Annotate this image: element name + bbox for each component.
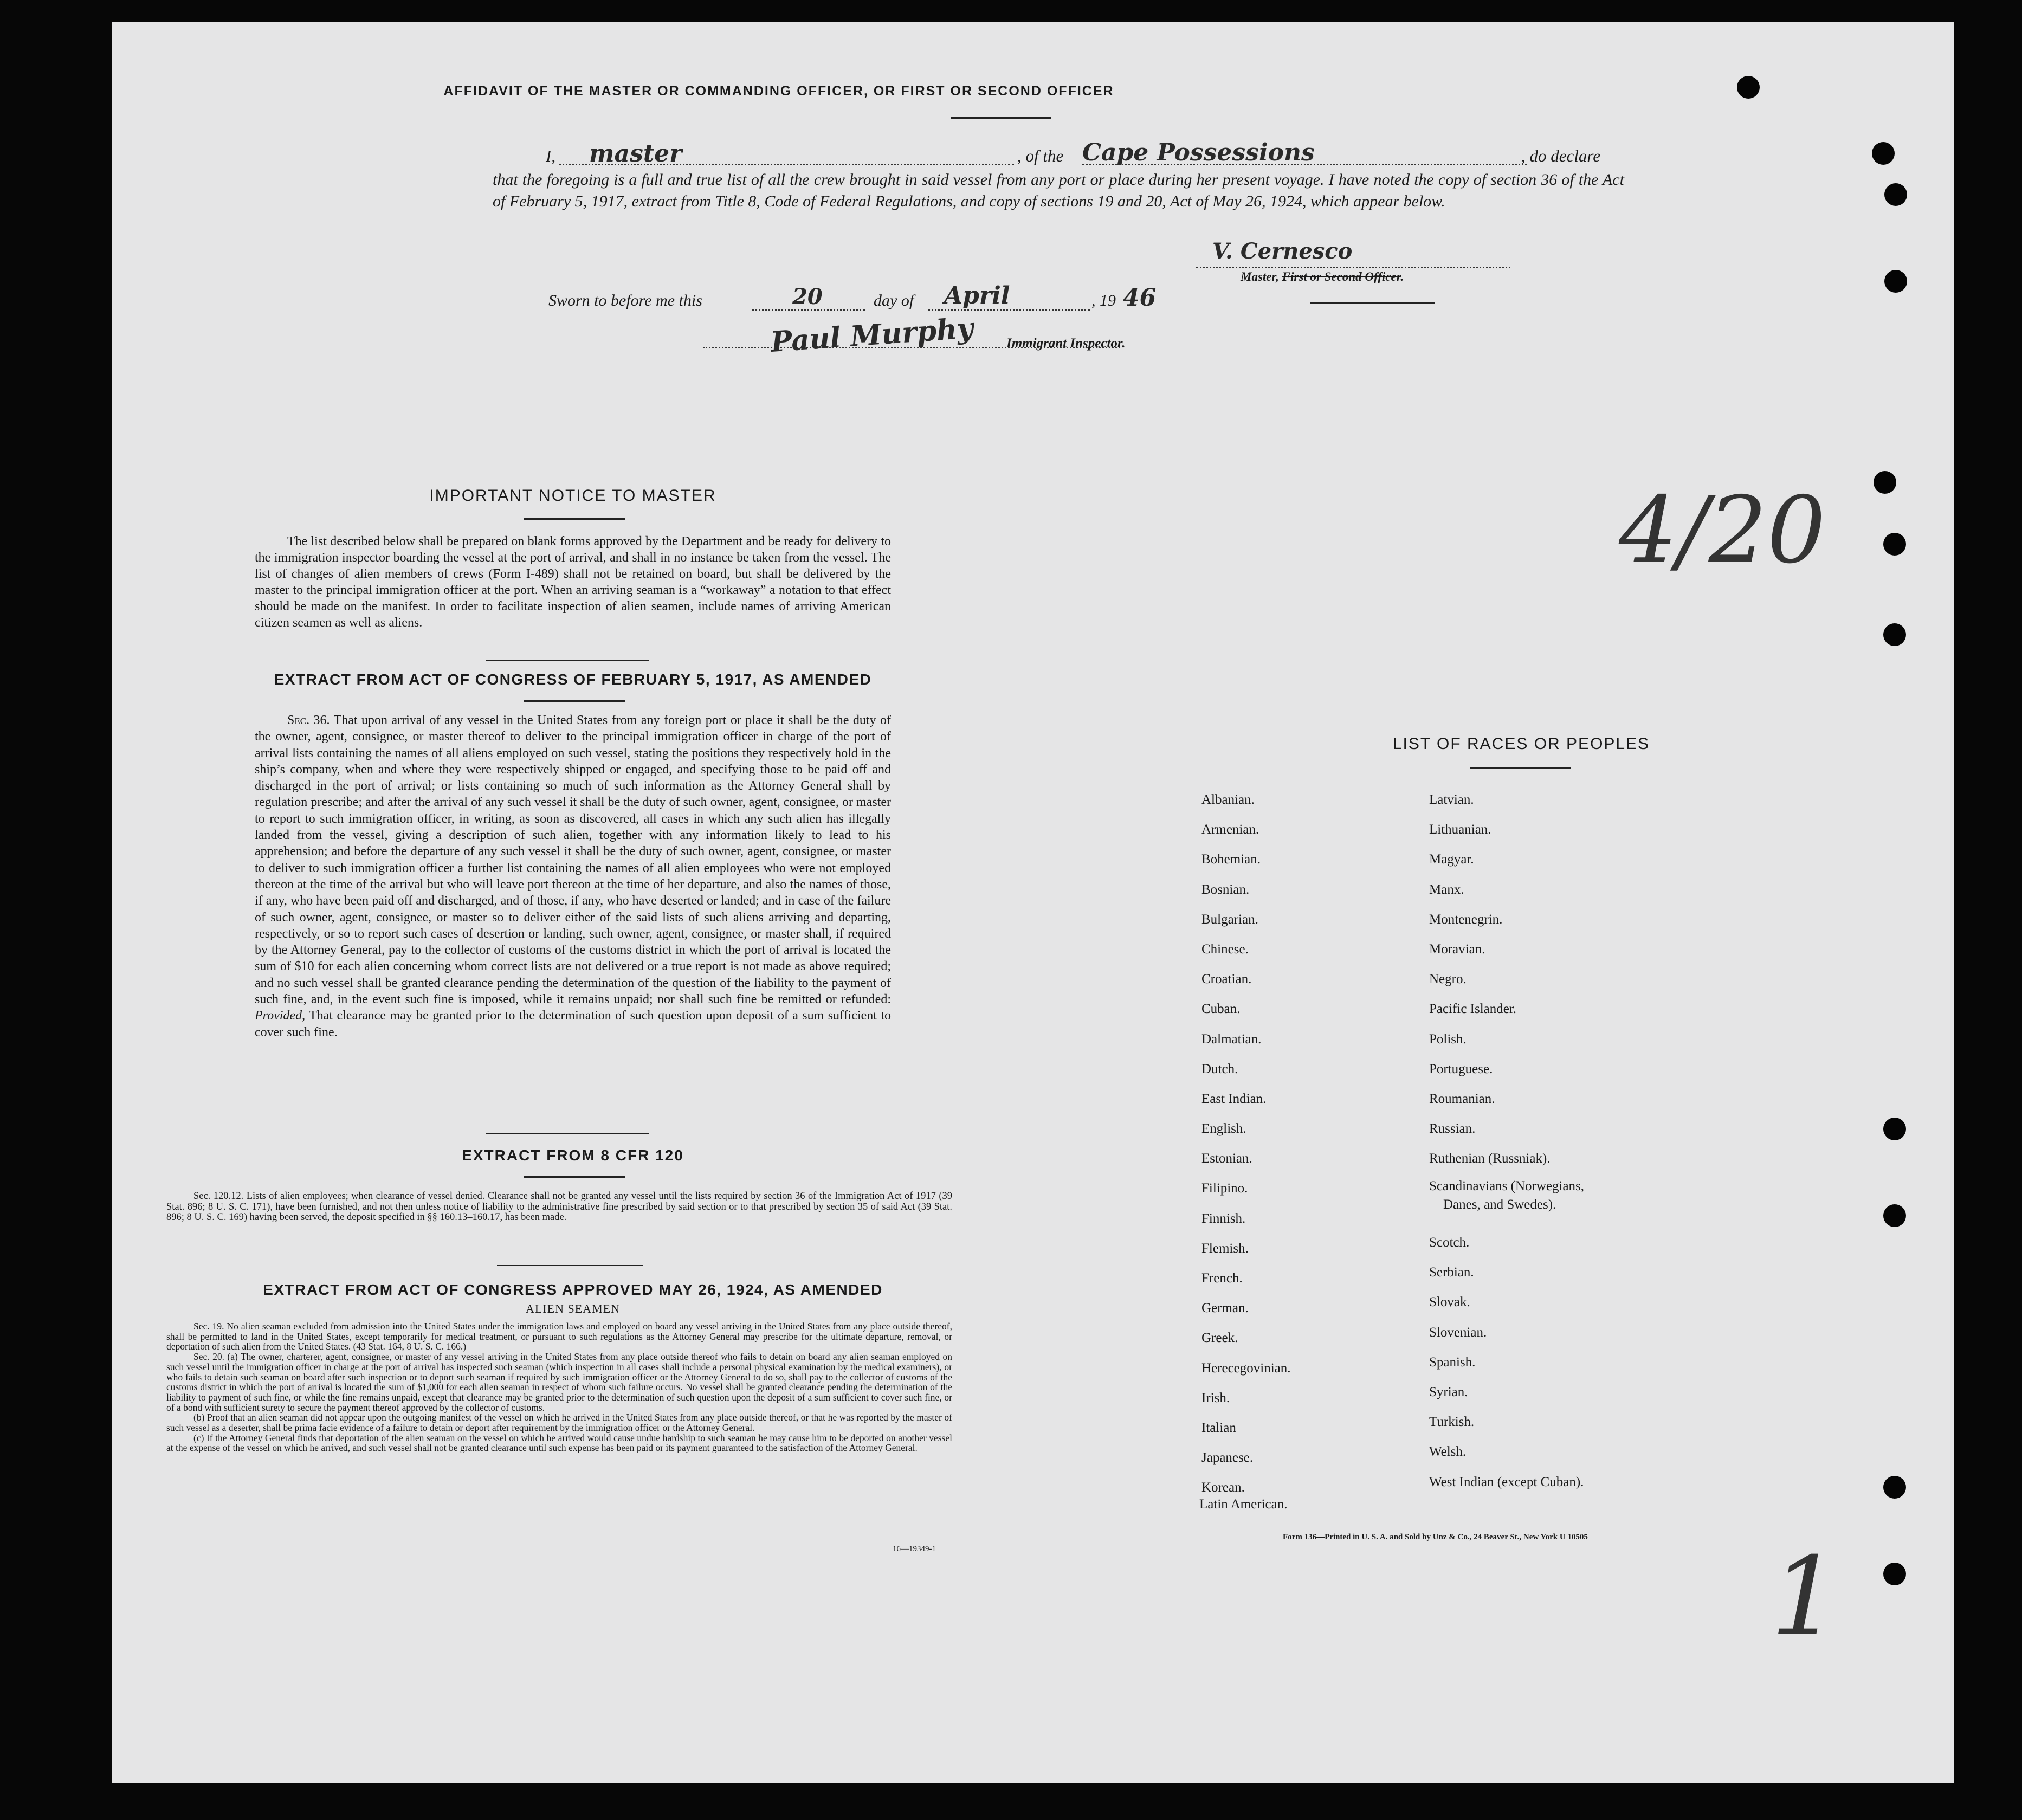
cfr-body: Sec. 120.12. Lists of alien employees; when clearance of vessel denied. Clearance shall not be granted any vessel until the lists required by section 36 of the Immigration Act of 1917 (39 Stat. 896; 8 U. S. C. 171), have been furnished, and not then unless notice of liability to the administrative fine prescribed by said section or to that prescribed by section 35 of said Act (39 Stat. 896; 8 U. S. C. 169) having been served, the deposit specified in §§ 160.13–160.17, has been made. <box>166 1191 952 1223</box>
notice-title: IMPORTANT NOTICE TO MASTER <box>429 487 716 505</box>
sworn-month: April <box>944 282 1010 309</box>
master-label-line: Master, First or Second Officer. <box>1241 270 1404 283</box>
punch-hole <box>1883 533 1906 556</box>
race-item: Estonian. <box>1201 1151 1252 1166</box>
race-item: Russian. <box>1429 1121 1476 1137</box>
race-item: Armenian. <box>1201 822 1259 837</box>
race-item: Bulgarian. <box>1201 912 1258 927</box>
punch-hole <box>1883 1476 1906 1499</box>
extract1917-body-wrap <box>255 712 891 1041</box>
punch-hole <box>1883 1563 1906 1585</box>
races-right-column <box>1429 785 1551 1173</box>
title-rule <box>951 117 1051 119</box>
affidavit-title: AFFIDAVIT OF THE MASTER OR COMMANDING OFFICER, OR FIRST OR SECOND OFFICER <box>443 83 1114 99</box>
sworn-line <box>548 282 1361 314</box>
punch-hole <box>1884 183 1907 206</box>
race-item: Slovenian. <box>1429 1325 1487 1340</box>
race-item: Moravian. <box>1429 941 1485 957</box>
race-item: Italian <box>1201 1420 1236 1435</box>
race-item: Negro. <box>1429 972 1467 987</box>
sworn-year: 46 <box>1123 284 1157 312</box>
punch-hole <box>1884 270 1907 293</box>
notice-body: The list described below shall be prepared on blank forms approved by the Department and be ready for delivery to the immigration inspector boarding the vessel at the port of arrival, and shall in no instance be taken from the vessel. The list of changes of alien members of crews (Form I-489) shall not be retained on board, but shall be delivered by the master to the principal immigration officer at the port. When an arriving seaman is a “workaway” a notation to that effect should be made on the manifest. In order to facilitate inspection of alien seamen, include names of arriving American citizen seamen as well as aliens. <box>255 534 891 630</box>
punch-hole <box>1883 1204 1906 1227</box>
handwritten-date-note: 4/20 <box>1619 477 1826 584</box>
punch-hole <box>1737 76 1760 99</box>
races-title: LIST OF RACES OR PEOPLES <box>1392 735 1650 753</box>
race-item: Manx. <box>1429 882 1464 897</box>
affidavit-i: I, <box>546 146 556 165</box>
extract1917-title: EXTRACT FROM ACT OF CONGRESS OF FEBRUARY 5, 1917, AS AMENDED <box>274 671 872 688</box>
races-left-column <box>1201 785 1291 1503</box>
extract1924-sec20c: (c) If the Attorney General finds that deportation of the alien seaman on the vessel on which he arrived would cause undue hardship to such seaman he may cause him to be deported on another vessel at the expense of the vessel on which he arrived, and such vessel shall not be granted clearance until such expense has been paid or its payment guaranteed to the satisfaction of the Attorney General. <box>166 1432 952 1454</box>
form-info: Form 136—Printed in U. S. A. and Sold by Unz & Co., 24 Beaver St., New York U 10505 <box>1283 1533 1588 1541</box>
punch-hole <box>1883 623 1906 646</box>
race-item: Croatian. <box>1201 972 1252 987</box>
cfr-end-rule <box>497 1265 643 1266</box>
race-item: Serbian. <box>1429 1265 1474 1280</box>
race-item: Syrian. <box>1429 1384 1468 1399</box>
notice-rule <box>524 518 625 520</box>
print-code: 16—19349-1 <box>893 1545 936 1553</box>
extract1917-rule <box>524 700 625 702</box>
handwritten-page-mark: 1 <box>1771 1534 1840 1660</box>
race-item: Dalmatian. <box>1201 1031 1262 1047</box>
race-item: Roumanian. <box>1429 1091 1495 1106</box>
inspector-signature: Paul Murphy <box>770 312 974 359</box>
extract1924-title: EXTRACT FROM ACT OF CONGRESS APPROVED MAY 26, 1924, AS AMENDED <box>263 1281 883 1298</box>
race-item: Latvian. <box>1429 792 1474 807</box>
race-item: Bohemian. <box>1201 852 1261 867</box>
sworn-day-of: day of <box>874 292 914 309</box>
master-sig-dots <box>1196 267 1510 268</box>
race-item: Scotch. <box>1429 1235 1470 1250</box>
sworn-year-prefix: , 19 <box>1091 292 1116 309</box>
notice-end-rule <box>486 660 649 661</box>
races-rule <box>1470 767 1571 769</box>
race-item: Chinese. <box>1201 941 1249 957</box>
document-page <box>112 22 1954 1783</box>
punch-hole <box>1883 1118 1906 1140</box>
affidavit-body: that the foregoing is a full and true list of all the crew brought in said vessel from any port or place during her present voyage. I have noted the copy of section 36 of the Act of February 5, 1917, extract from Title 8, Code of Federal Regulations, and copy of sections 19 and 20, Act of May 26, 1924, which appear below. <box>493 171 1624 210</box>
race-item: Albanian. <box>1201 792 1255 807</box>
race-item: Magyar. <box>1429 852 1474 867</box>
extract1924-sec19: Sec. 19. No alien seaman excluded from admission into the United States under the immigration laws and employed on board any vessel arriving in the United States from any place outside thereof, shall be permitted to land in the United States, except temporarily for medical treatment, or pursuant to such regulations as the Attorney General may prescribe for the ultimate departure, removal, or deportation of such alien from the United States. (43 Stat. 164, 8 U. S. C. 166.) <box>166 1321 952 1352</box>
race-item: Ruthenian (Russniak). <box>1429 1151 1551 1166</box>
punch-hole <box>1872 142 1895 165</box>
sworn-prefix: Sworn to before me this <box>548 292 702 309</box>
race-item: Greek. <box>1201 1331 1238 1346</box>
race-item: Portuguese. <box>1429 1061 1493 1076</box>
affidavit-of-the: , of the <box>1017 146 1064 165</box>
struck-officer-label: First or Second Officer <box>1282 270 1401 283</box>
race-item: Lithuanian. <box>1429 822 1491 837</box>
race-item: Slovak. <box>1429 1295 1470 1310</box>
race-item-scandinavians <box>1429 1177 1584 1214</box>
cfr-rule <box>524 1176 625 1178</box>
race-item: Pacific Islander. <box>1429 1002 1517 1017</box>
master-label: Master, <box>1241 270 1279 283</box>
race-item: Polish. <box>1429 1031 1467 1047</box>
affidavit-do-declare: , do declare <box>1521 146 1601 165</box>
race-item: Latin American. <box>1199 1497 1288 1512</box>
extract1924-sections <box>166 1321 952 1453</box>
race-item: Finnish. <box>1201 1211 1246 1226</box>
race-item: Bosnian. <box>1201 882 1250 897</box>
race-item: Flemish. <box>1201 1241 1249 1256</box>
race-item: Filipino. <box>1201 1181 1248 1196</box>
race-item: Montenegrin. <box>1429 912 1503 927</box>
race-item: Korean. <box>1201 1480 1245 1495</box>
race-item: Scandinavians (Norwegians, <box>1429 1179 1585 1193</box>
extract1924-subtitle: ALIEN SEAMEN <box>526 1302 620 1315</box>
race-item: East Indian. <box>1201 1091 1267 1106</box>
race-item: Danes, and Swedes). <box>1443 1197 1556 1212</box>
extract1917-end-rule <box>486 1133 649 1134</box>
extract1917-provided: Provided, <box>255 1009 306 1023</box>
extract1917-body: That upon arrival of any vessel in the United States from any foreign port or place it shall be the duty of the owner, agent, consignee, or master thereof to deliver to the principal immigration officer in charge of the port of arrival lists containing the names of all aliens employed on such vessel, stating the positions they respectively hold in the ship’s company, when and where they were respectively shipped or engaged, and specifying those to be paid off and discharged in the port of arrival; or lists containing so much of such information as the Attorney General shall by regulation prescribe; and after the arrival of any such vessel it shall be the duty of such owner, agent, consignee, or master to report to such immigration officer, in writing, as soon as discovered, all cases in which any such alien has illegally landed from the vessel, giving a description of such alien, together with any information likely to lead to his apprehension; and before the departure of any such vessel it shall be the duty of such owner, agent, consignee, or master to deliver to such immigration officer a further list containing the names of all alien employees who were not employed thereon at the time of the arrival but who will leave port thereon at the time of her departure, and also the names of those, if any, who have been paid off and discharged, and of those, if any, who have deserted or landed; and in case of the failure of such owner, agent, consignee, or master so to deliver either of the said lists of such aliens arriving and departing, respectively, or so to report such cases of desertion or landing, such owner, agent, consignee, or master shall, if required by the Attorney General, pay to the collector of customs of the customs district in which the port of arrival is located the sum of $10 for each alien concerning whom correct lists are not delivered or a true report is not made as above required; and no such vessel shall be granted clearance pending the determination of the question of the liability to the payment of such fine, and, in the event such fine is imposed, while it remains unpaid; nor shall such fine be remitted or refunded: <box>255 713 891 1007</box>
affidavit-line1 <box>546 139 1624 169</box>
cfr-title: EXTRACT FROM 8 CFR 120 <box>462 1147 684 1164</box>
sworn-day: 20 <box>792 284 823 309</box>
race-item: German. <box>1201 1301 1249 1316</box>
extract1924-sec20b: (b) Proof that an alien seaman did not appear upon the outgoing manifest of the vessel on which he arrived in the United States from any place outside thereof, or that he was reported by the master of such vessel as a deserter, shall be prima facie evidence of a failure to detain or deport after requirement by the immigration officer or the Attorney General. <box>166 1412 952 1434</box>
race-item: Cuban. <box>1201 1002 1241 1017</box>
race-item: Spanish. <box>1429 1354 1476 1370</box>
race-item: Turkish. <box>1429 1415 1475 1430</box>
race-item: Welsh. <box>1429 1444 1467 1460</box>
extract1924-sec20a: Sec. 20. (a) The owner, charterer, agent, consignee, or master of any vessel arriving in the United States from any place outside thereof who fails to detain on board any alien seaman employed on such vessel until the immigration officer in charge at the port of arrival has inspected such seaman (which inspection in all cases shall include a personal physical examination by the medical examiners), or who fails to detain such seaman on board after such inspection or to deport such seaman if required by such immigration officer or the Attorney General to do so, shall pay to the collector of customs of the customs district in which the port of arrival is located the sum of $1,000 for each alien seaman in respect of whom such failure occurs. No vessel shall be granted clearance pending the determination of the liability to payment of such fine, or while the fine remains unpaid, except that clearance may be granted prior to the determination of such question upon the deposit of a sum sufficient to cover such fine, or of a bond with sufficient surety to secure the payment thereof approved by the collector of customs. <box>166 1351 952 1413</box>
race-item: West Indian (except Cuban). <box>1429 1474 1584 1489</box>
race-item: Irish. <box>1201 1390 1230 1405</box>
handwritten-vessel: Cape Possessions <box>1082 139 1315 166</box>
extract1917-sec-label: Sec. 36. <box>287 713 330 727</box>
punch-hole <box>1874 471 1896 494</box>
master-signature: V. Cernesco <box>1212 238 1353 264</box>
race-item: Japanese. <box>1201 1450 1254 1466</box>
race-item: English. <box>1201 1121 1246 1137</box>
handwritten-name: master <box>589 140 682 167</box>
extract1917-body-end: That clearance may be granted prior to the determination of such question upon deposit of a sum sufficient to cover such fine. <box>255 1009 891 1040</box>
race-item: Dutch. <box>1201 1061 1238 1076</box>
race-item: Herecegovinian. <box>1201 1360 1291 1376</box>
race-item: French. <box>1201 1271 1243 1286</box>
inspector-label: Immigrant Inspector. <box>1006 336 1126 351</box>
races-right-column-continued <box>1429 1228 1584 1497</box>
